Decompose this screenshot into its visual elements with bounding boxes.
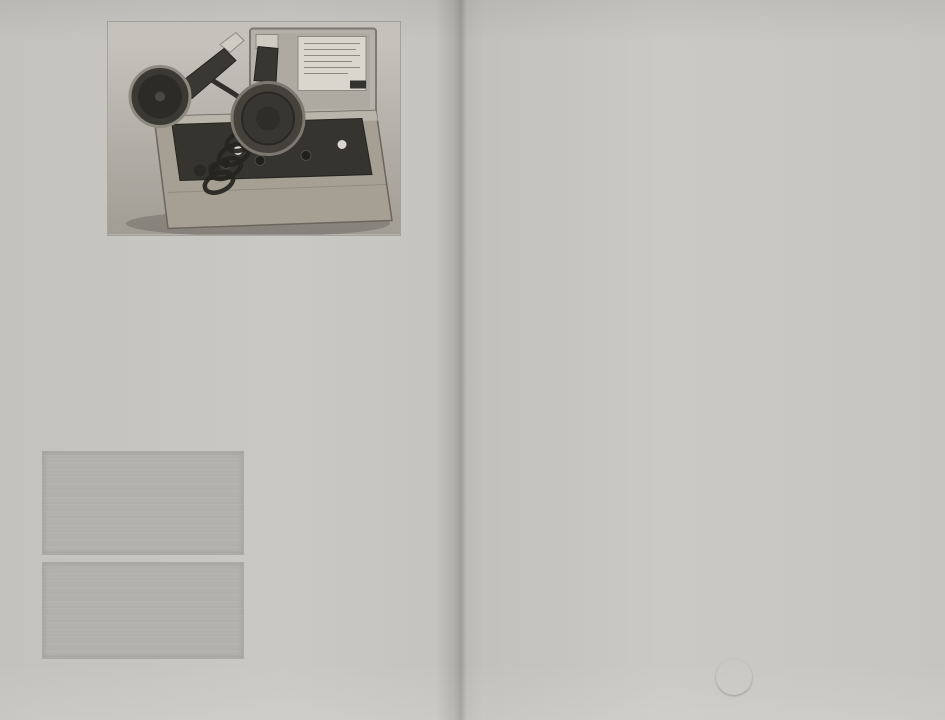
right-page-column-2 <box>706 30 931 718</box>
right-page-column-1 <box>487 24 696 708</box>
